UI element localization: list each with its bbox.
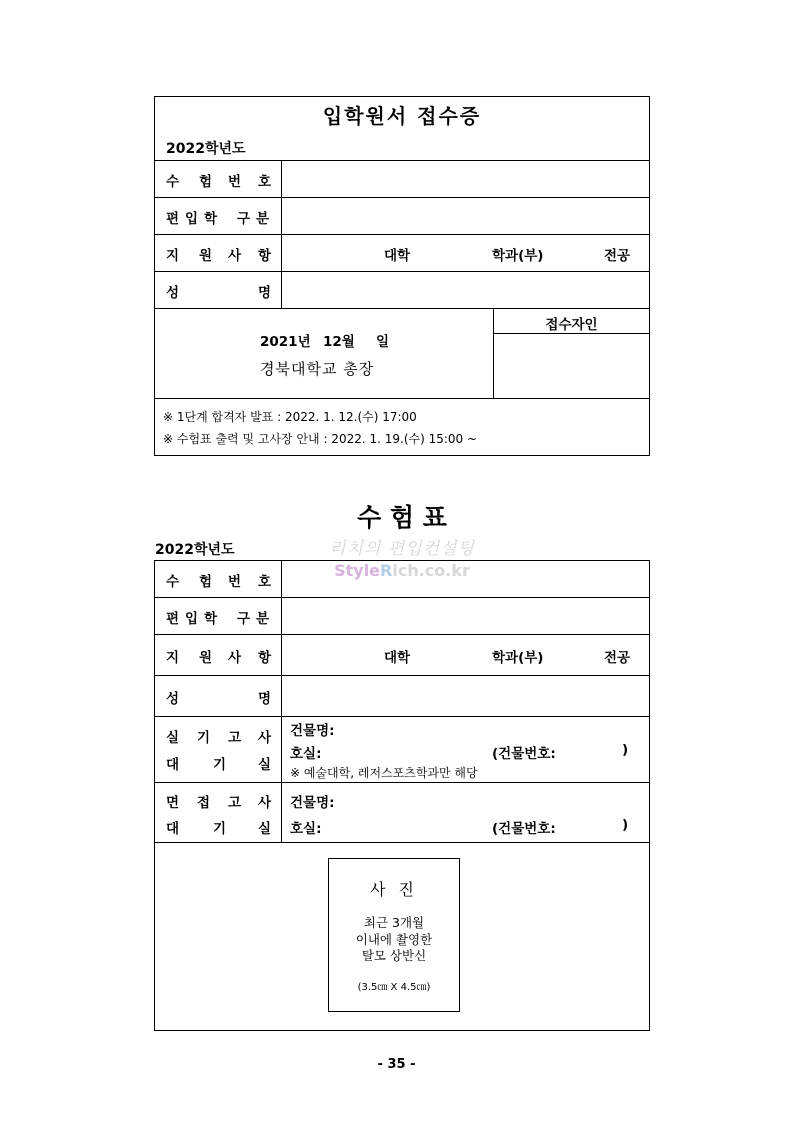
photo-instruction-3: 탈모 상반신 — [361, 948, 427, 963]
practical-note: ※ 예술대학, 레저스포츠학과만 해당 — [290, 766, 478, 780]
ticket-college-label: 대학 — [384, 650, 411, 666]
ticket-dept-label: 학과(부) — [492, 650, 544, 666]
practical-building-no-close: ) — [622, 742, 629, 758]
ticket-exam-number-field[interactable] — [282, 561, 649, 597]
practical-room-label: 호실: — [290, 746, 322, 762]
receipt-stamp-label: 접수자인 — [545, 317, 598, 333]
receipt-major-label: 전공 — [604, 248, 631, 264]
interview-building-label: 건물명: — [290, 795, 335, 811]
ticket-title: 수 험 표 — [357, 503, 447, 532]
receipt-dept-label: 학과(부) — [492, 248, 544, 264]
practical-building-no-label: (건물번호: — [492, 746, 556, 762]
watermark: 리치의 편입컨설팅 StyleRich.co.kr — [329, 539, 475, 580]
ticket-name-field[interactable] — [282, 676, 649, 716]
ticket-major-label: 전공 — [604, 650, 631, 666]
receipt-issuer: 경북대학교 총장 — [260, 360, 375, 378]
photo-title: 사 진 — [370, 880, 418, 899]
receipt-name-field[interactable] — [282, 272, 649, 308]
interview-building-no-label: (건물번호: — [492, 821, 556, 837]
receipt-exam-number-field[interactable] — [282, 161, 649, 197]
practical-building-label: 건물명: — [290, 723, 335, 739]
receipt-year: 2022학년도 — [166, 141, 246, 157]
interview-building-no-close: ) — [622, 817, 629, 833]
ticket-transfer-type-field[interactable] — [282, 598, 649, 634]
receipt-college-label: 대학 — [384, 248, 411, 264]
ticket-year: 2022학년도 — [155, 542, 235, 558]
photo-instruction-1: 최근 3개월 — [363, 915, 425, 930]
receipt-stamp-area — [494, 334, 649, 397]
interview-room-label: 호실: — [290, 821, 322, 837]
receipt-note-ticket: ※ 수험표 출력 및 고사장 안내 : 2022. 1. 19.(수) 15:00 ~ — [163, 432, 478, 446]
receipt-transfer-type-field[interactable] — [282, 198, 649, 234]
photo-instruction-2: 이내에 촬영한 — [355, 932, 433, 947]
receipt-title: 입학원서 접수증 — [322, 104, 482, 128]
receipt-note-result: ※ 1단계 합격자 발표 : 2022. 1. 12.(수) 17:00 — [163, 410, 417, 424]
photo-size: (3.5㎝ X 4.5㎝) — [357, 982, 431, 993]
page-number: - 35 - — [377, 1057, 416, 1072]
